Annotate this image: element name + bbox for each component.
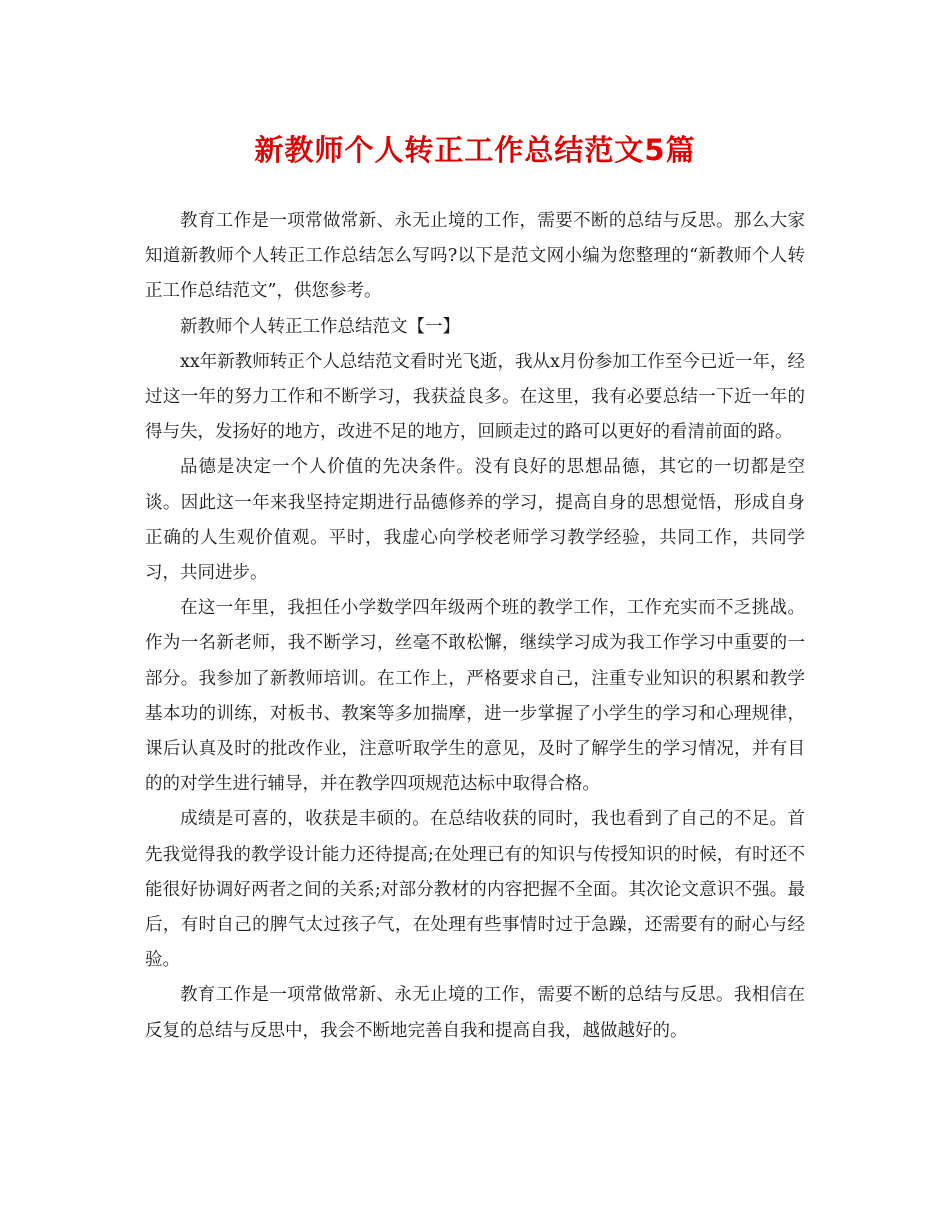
body-paragraph-1: xx年新教师转正个人总结范文看时光飞逝，我从x月份参加工作至今已近一年，经过这一年的努力工作和不断学习，我获益良多。在这里，我有必要总结一下近一年的得与失，发扬好的地方，改进不足的地方，回顾走过的路可以更好的看清前面的路。 (145, 351, 805, 443)
body-paragraph-4: 成绩是可喜的，收获是丰硕的。在总结收获的同时，我也看到了自己的不足。首先我觉得我的教学设计能力还待提高;在处理已有的知识与传授知识的时候，有时还不能很好协调好两者之间的关系;对部分教材的内容把握不全面。其次论文意识不强。最后，有时自己的脾气太过孩子气，在处理有些事情时过于急躁，还需要有的耐心与经验。 (145, 809, 805, 971)
body-paragraph-2: 品德是决定一个人价值的先决条件。没有良好的思想品德，其它的一切都是空谈。因此这一年来我坚持定期进行品德修养的学习，提高自身的思想觉悟，形成自身正确的人生观价值观。平时，我虚心向学校老师学习教学经验，共同工作，共同学习，共同进步。 (145, 457, 805, 584)
body-paragraph-3: 在这一年里，我担任小学数学四年级两个班的教学工作，工作充实而不乏挑战。作为一名新老师，我不断学习，丝毫不敢松懈，继续学习成为我工作学习中重要的一部分。我参加了新教师培训。在工作上，严格要求自己，注重专业知识的积累和教学基本功的训练，对板书、教案等多加揣摩，进一步掌握了小学生的学习和心理规律，课后认真及时的批改作业，注意听取学生的意见，及时了解学生的学习情况，并有目的的对学生进行辅导，并在教学四项规范达标中取得合格。 (145, 598, 805, 795)
document-title: 新教师个人转正工作总结范文5篇 (254, 133, 696, 167)
document-body (145, 204, 805, 1049)
body-paragraph-5: 教育工作是一项常做常新、永无止境的工作，需要不断的总结与反思。我相信在反复的总结与反思中，我会不断地完善自我和提高自我，越做越好的。 (145, 985, 805, 1041)
intro-paragraph: 教育工作是一项常做常新、永无止境的工作，需要不断的总结与反思。那么大家知道新教师个人转正工作总结怎么写吗?以下是范文网小编为您整理的“新教师个人转正工作总结范文”，供您参考。 (145, 211, 805, 302)
section-heading: 新教师个人转正工作总结范文【一】 (180, 316, 460, 337)
